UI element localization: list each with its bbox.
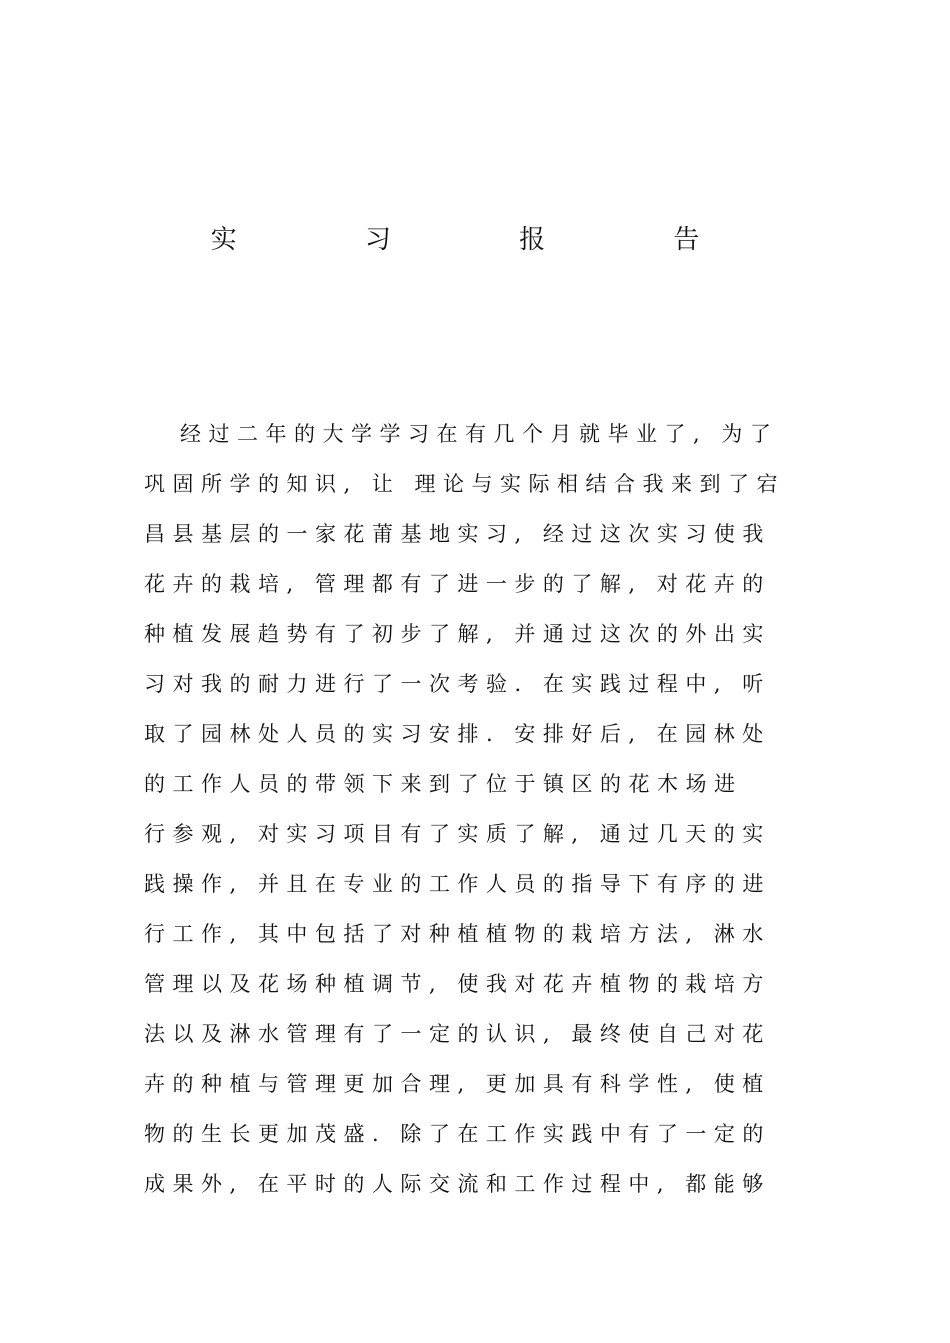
text-line-10: 践操作, 并且在专业的工作人员的指导下有序的进 (144, 872, 771, 896)
text-line-13: 法以及淋水管理有了一定的认识, 最终使自己对花 (144, 1022, 771, 1046)
text-line-7: 取了园林处人员的实习安排. 安排好后, 在园林处 (144, 722, 771, 746)
text-line-4: 花卉的栽培, 管理都有了进一步的了解, 对花卉的 (144, 572, 771, 596)
text-line-6: 习对我的耐力进行了一次考验. 在实践过程中, 听 (144, 672, 771, 696)
text-line-9: 行参观, 对实习项目有了实质了解, 通过几天的实 (144, 822, 771, 846)
text-line-3: 昌县基层的一家花莆基地实习, 经过这次实习使我 (144, 522, 771, 546)
text-line-16: 成果外, 在平时的人际交流和工作过程中, 都能够 (144, 1172, 771, 1196)
text-line-15: 物的生长更加茂盛. 除了在工作实践中有了一定的 (144, 1122, 771, 1146)
text-line-1: 经过二年的大学学习在有几个月就毕业了, 为了 (180, 422, 779, 446)
text-line-2: 巩固所学的知识, 让 理论与实际相结合我来到了宕 (144, 472, 786, 496)
text-line-8: 的工作人员的带领下来到了位于镇区的花木场进 (144, 772, 743, 796)
text-line-12: 管理以及花场种植调节, 使我对花卉植物的栽培方 (144, 972, 771, 996)
text-line-14: 卉的种植与管理更加合理, 更加具有科学性, 使植 (144, 1072, 771, 1096)
text-line-11: 行工作, 其中包括了对种植植物的栽培方法, 淋水 (144, 922, 771, 946)
body-paragraph (144, 409, 824, 1209)
page-title: 实 习 报 告 (210, 225, 760, 255)
text-line-5: 种植发展趋势有了初步了解, 并通过这次的外出实 (144, 622, 771, 646)
